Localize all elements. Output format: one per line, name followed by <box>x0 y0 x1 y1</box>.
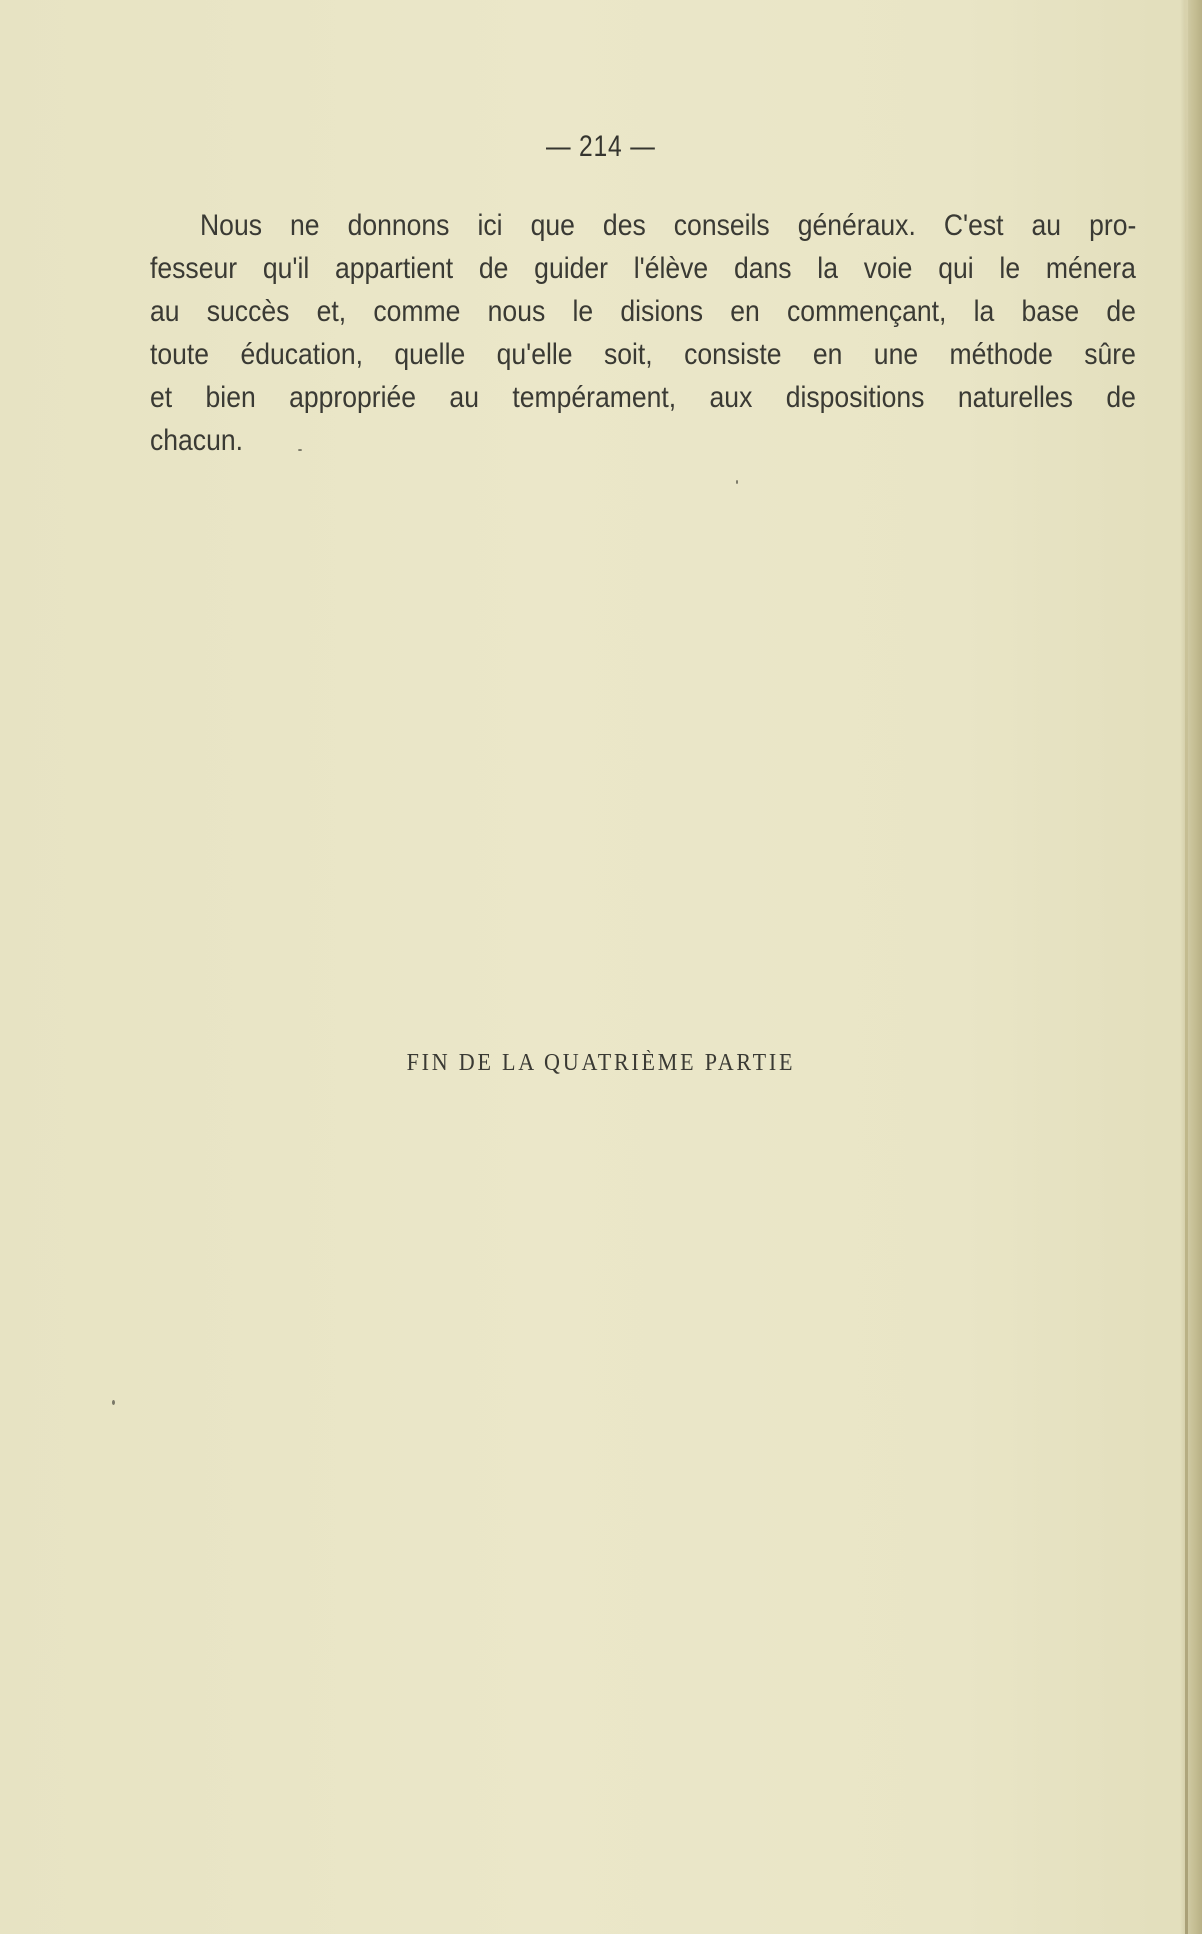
paragraph-line: toute éducation, quelle qu'elle soit, consiste en une méthode sûre <box>150 338 1136 371</box>
ink-speck <box>736 480 738 484</box>
paragraph-line: Nous ne donnons ici que des conseils généraux. C'est au pro- <box>200 209 1137 242</box>
page-number: — 214 — <box>545 130 656 163</box>
paragraph-line: et bien appropriée au tempérament, aux dispositions naturelles de <box>150 381 1136 414</box>
ink-speck <box>112 1400 115 1405</box>
page-edge-line <box>1185 0 1188 1934</box>
ink-speck <box>298 449 302 451</box>
page-edge-shadow <box>1180 0 1202 1934</box>
paragraph-line: chacun. <box>150 424 243 457</box>
part-end-heading: FIN DE LA QUATRIÈME PARTIE <box>406 1050 796 1076</box>
paragraph-line: au succès et, comme nous le disions en commençant, la base de <box>150 295 1136 328</box>
paragraph-line: fesseur qu'il appartient de guider l'élève dans la voie qui le ménera <box>150 252 1136 285</box>
paragraph <box>150 204 1136 462</box>
